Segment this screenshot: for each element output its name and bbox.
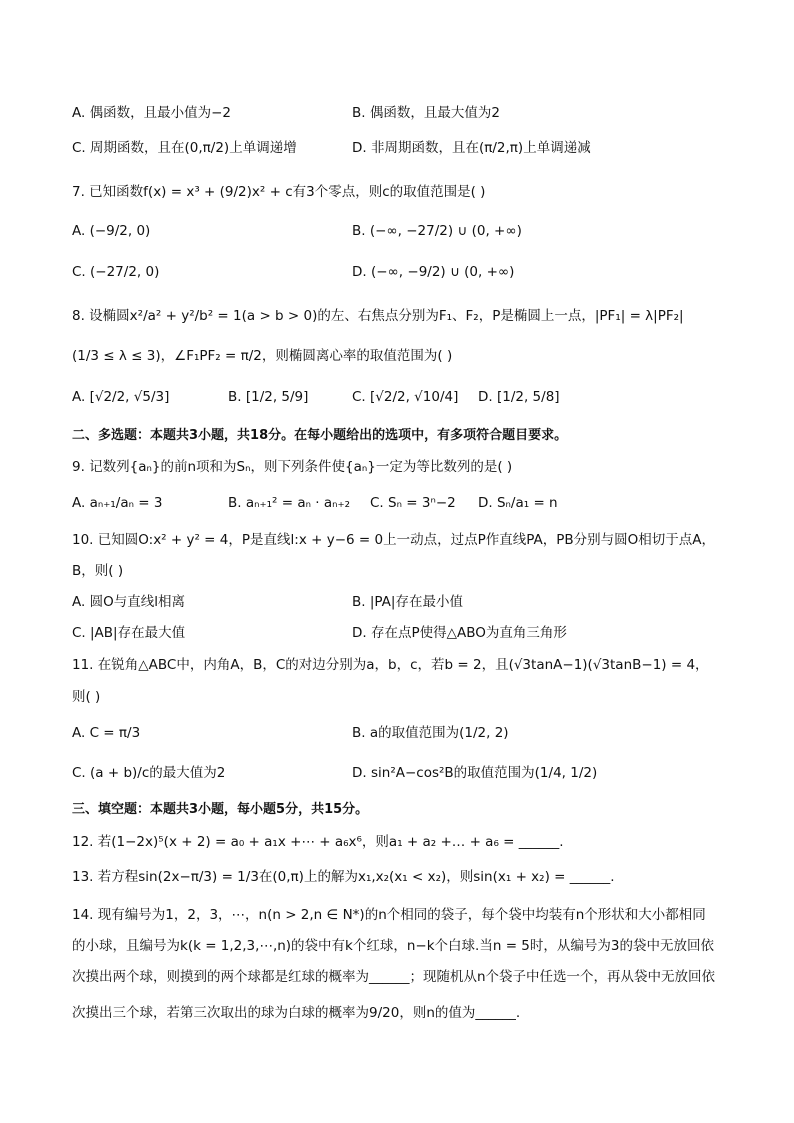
- q14-line2: 的小球，且编号为k(k = 1,2,3,⋯,n)的袋中有k个红球，n−k个白球.当n = 5时，从编号为3的袋中无放回依: [72, 938, 714, 954]
- q6-option-a: A. 偶函数，且最小值为−2: [72, 105, 231, 121]
- q9-stem: 9. 记数列{aₙ}的前n项和为Sₙ，则下列条件使{aₙ}一定为等比数列的是( ): [72, 459, 513, 475]
- q10-option-b: B. |PA|存在最小值: [352, 594, 463, 610]
- q9-option-b: B. aₙ₊₁² = aₙ · aₙ₊₂: [228, 495, 351, 511]
- q10-stem-line1: 10. 已知圆O:x² + y² = 4，P是直线l:x + y−6 = 0上一动点，过点P作直线PA，PB分别与圆O相切于点A，: [72, 532, 715, 548]
- q11-stem-line1: 11. 在锐角△ABC中，内角A，B，C的对边分别为a，b，c，若b = 2，且(√3tanA−1)(√3tanB−1) = 4，: [72, 657, 709, 673]
- q11-option-d: D. sin²A−cos²B的取值范围为(1/4, 1/2): [352, 765, 598, 781]
- q8-stem-line1: 8. 设椭圆x²/a² + y²/b² = 1(a > b > 0)的左、右焦点分别为F₁、F₂，P是椭圆上一点，|PF₁| = λ|PF₂|: [72, 308, 684, 324]
- q9-option-d: D. Sₙ/a₁ = n: [478, 495, 558, 511]
- q6-option-c: C. 周期函数，且在(0,π/2)上单调递增: [72, 140, 297, 156]
- q14-line4: 次摸出三个球，若第三次取出的球为白球的概率为9/20，则n的值为______.: [72, 1005, 521, 1021]
- q8-stem-line2: (1/3 ≤ λ ≤ 3)，∠F₁PF₂ = π/2，则椭圆离心率的取值范围为( ): [72, 348, 453, 364]
- q9-option-a: A. aₙ₊₁/aₙ = 3: [72, 495, 163, 511]
- q10-option-a: A. 圆O与直线l相离: [72, 594, 185, 610]
- section-2-heading: 二、多选题：本题共3小题，共18分。在每小题给出的选项中，有多项符合题目要求。: [72, 428, 568, 443]
- q11-stem-line2: 则( ): [72, 689, 101, 705]
- q13-stem: 13. 若方程sin(2x−π/3) = 1/3在(0,π)上的解为x₁,x₂(x₁ < x₂)，则sin(x₁ + x₂) = ______.: [72, 869, 615, 885]
- q8-option-c: C. [√2/2, √10/4]: [352, 389, 459, 405]
- q8-option-a: A. [√2/2, √5/3]: [72, 389, 170, 405]
- q6-option-d: D. 非周期函数，且在(π/2,π)上单调递减: [352, 140, 591, 156]
- q12-stem: 12. 若(1−2x)⁵(x + 2) = a₀ + a₁x +⋯ + a₆x⁶，则a₁ + a₂ +… + a₆ = ______.: [72, 834, 564, 850]
- q7-option-d: D. (−∞, −9/2) ∪ (0, +∞): [352, 264, 515, 280]
- q10-option-d: D. 存在点P使得△ABO为直角三角形: [352, 625, 567, 641]
- q14-line1: 14. 现有编号为1，2，3，⋯，n(n > 2,n ∈ N*)的n个相同的袋子，每个袋中均装有n个形状和大小都相同: [72, 907, 706, 923]
- q6-option-b: B. 偶函数，且最大值为2: [352, 105, 500, 121]
- q10-stem-line2: B，则( ): [72, 563, 124, 579]
- q11-option-a: A. C = π/3: [72, 725, 141, 741]
- q7-option-a: A. (−9/2, 0): [72, 223, 151, 239]
- q11-option-b: B. a的取值范围为(1/2, 2): [352, 725, 509, 741]
- q9-option-c: C. Sₙ = 3ⁿ−2: [370, 495, 456, 511]
- q14-line3: 次摸出两个球，则摸到的两个球都是红球的概率为______；现随机从n个袋子中任选一个，再从袋中无放回依: [72, 969, 716, 985]
- q11-option-c: C. (a + b)/c的最大值为2: [72, 765, 226, 781]
- q7-stem: 7. 已知函数f(x) = x³ + (9/2)x² + c有3个零点，则c的取值范围是( ): [72, 184, 486, 200]
- q7-option-c: C. (−27/2, 0): [72, 264, 160, 280]
- q7-option-b: B. (−∞, −27/2) ∪ (0, +∞): [352, 223, 522, 239]
- q8-option-d: D. [1/2, 5/8]: [478, 389, 560, 405]
- section-3-heading: 三、填空题：本题共3小题，每小题5分，共15分。: [72, 802, 369, 817]
- q10-option-c: C. |AB|存在最大值: [72, 625, 186, 641]
- q8-option-b: B. [1/2, 5/9]: [228, 389, 309, 405]
